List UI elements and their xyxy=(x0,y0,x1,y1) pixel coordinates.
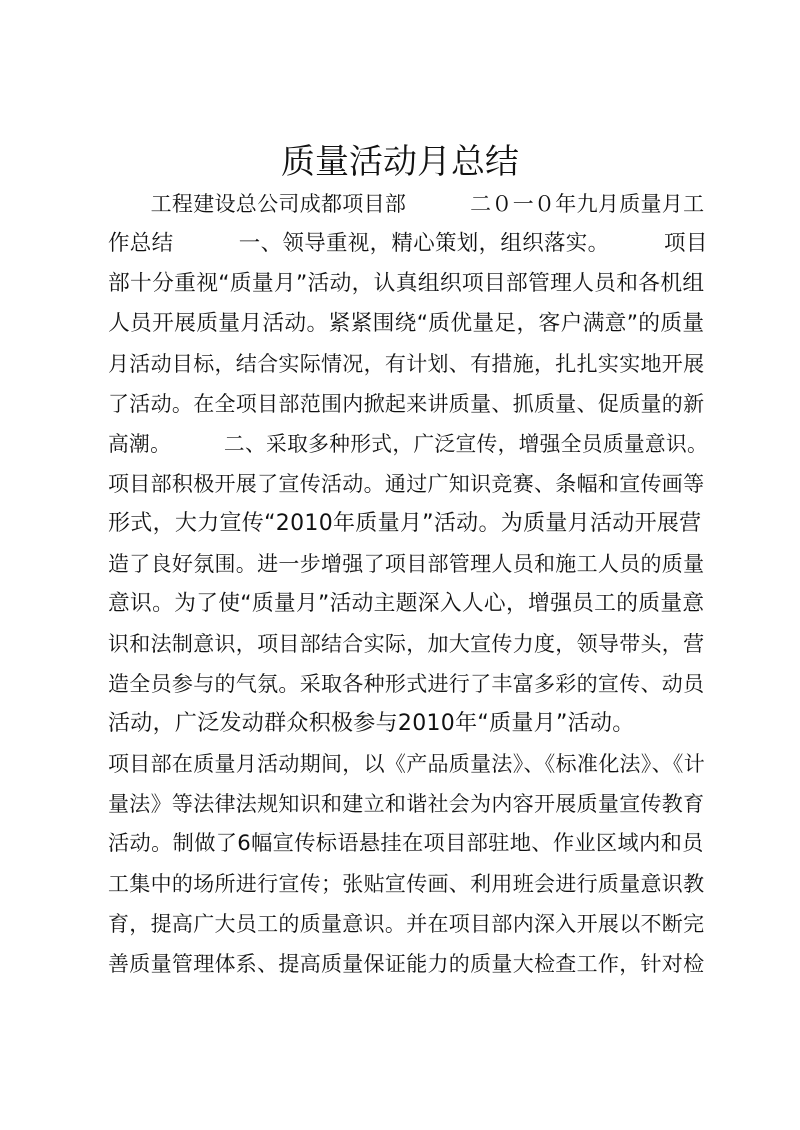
body-line: 量法》等法律法规知识和建立和谐社会为内容开展质量宣传教育 xyxy=(108,792,705,816)
body-line: 月活动目标，结合实际情况，有计划、有措施，扎扎实实地开展 xyxy=(108,352,705,376)
body-line: 善质量管理体系、提高质量保证能力的质量大检查工作，针对检 xyxy=(108,952,705,976)
body-line: 活动，广泛发动群众积极参与2010年“质量月”活动。 xyxy=(108,711,635,736)
body-line: 部十分重视“质量月”活动，认真组织项目部管理人员和各机组 xyxy=(108,271,705,296)
body-line: 造了良好氛围。进一步增强了项目部管理人员和施工人员的质量 xyxy=(108,552,705,576)
body-line: 造全员参与的气氛。采取各种形式进行了丰富多彩的宣传、动员 xyxy=(108,672,705,696)
body-line: 工集中的场所进行宣传；张贴宣传画、利用班会进行质量意识教 xyxy=(108,872,705,896)
body-line: 项目部在质量月活动期间，以《产品质量法》、《标准化法》、《计 xyxy=(108,752,705,776)
body-line: 育，提高广大员工的质量意识。并在项目部内深入开展以不断完 xyxy=(108,912,705,936)
body-line: 人员开展质量月活动。紧紧围绕“质优量足，客户满意”的质量 xyxy=(108,311,705,336)
body-line: 识和法制意识，项目部结合实际，加大宣传力度，领导带头，营 xyxy=(108,632,705,656)
body-line: 作总结 一、领导重视，精心策划，组织落实。 项目 xyxy=(108,231,708,256)
body-line: 工程建设总公司成都项目部 二０一０年九月质量月工 xyxy=(108,192,705,216)
body-line: 项目部积极开展了宣传活动。通过广知识竞赛、条幅和宣传画等 xyxy=(108,472,705,496)
document-body xyxy=(108,184,708,984)
body-line: 形式，大力宣传“2010年质量月”活动。为质量月活动开展营 xyxy=(108,511,702,536)
body-line: 活动。制做了6幅宣传标语悬挂在项目部驻地、作业区域内和员 xyxy=(108,831,704,856)
body-line: 意识。为了使“质量月”活动主题深入人心，增强员工的质量意 xyxy=(108,591,705,616)
body-line: 高潮。 二、采取多种形式，广泛宣传，增强全员质量意识。 xyxy=(108,432,709,456)
body-line: 了活动。在全项目部范围内掀起来讲质量、抓质量、促质量的新 xyxy=(108,392,705,416)
document-title: 质量活动月总结 xyxy=(281,142,519,182)
